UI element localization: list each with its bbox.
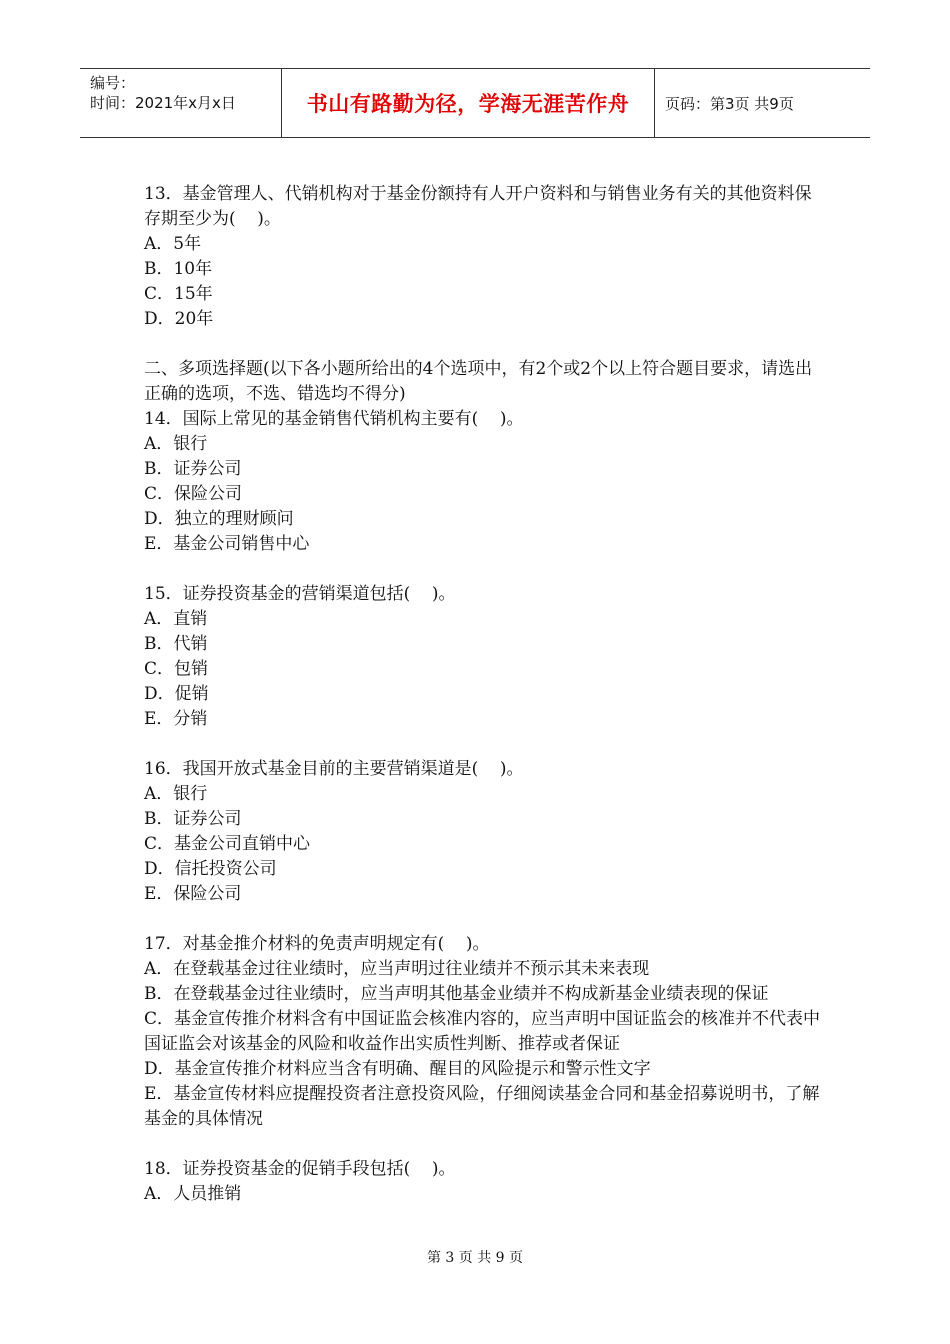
option: D．20年: [144, 309, 214, 329]
document-time-label: 时间：2021年x月x日: [90, 94, 236, 112]
option: D．独立的理财顾问: [144, 509, 294, 529]
option: B．代销: [144, 634, 208, 654]
question-stem: 15．证券投资基金的营销渠道包括( )。: [144, 584, 456, 604]
question-16: [144, 757, 824, 907]
question-stem: 16．我国开放式基金目前的主要营销渠道是( )。: [144, 759, 524, 779]
document-number-label: 编号：: [90, 74, 136, 92]
option: A．直销: [144, 609, 208, 629]
option: B．10年: [144, 259, 213, 279]
question-13: [144, 182, 824, 332]
page-header: [80, 68, 870, 138]
page-footer: 第 3 页 共 9 页: [426, 1250, 524, 1266]
option: A．银行: [144, 434, 208, 454]
option: D．促销: [144, 684, 209, 704]
option: C．基金公司直销中心: [144, 834, 311, 854]
header-meta: [80, 69, 282, 137]
question-15: [144, 582, 824, 732]
option: E．基金宣传材料应提醒投资者注意投资风险，仔细阅读基金合同和基金招募说明书，了解基金的具体情况: [144, 1084, 820, 1129]
option: B．在登载基金过往业绩时，应当声明其他基金业绩并不构成新基金业绩表现的保证: [144, 984, 769, 1004]
option: A．5年: [144, 234, 202, 254]
option: E．保险公司: [144, 884, 242, 904]
header-motto: 书山有路勤为径，学海无涯苦作舟: [282, 69, 655, 137]
question-stem: 13．基金管理人、代销机构对于基金份额持有人开户资料和与销售业务有关的其他资料保存期至少为( )。: [144, 184, 812, 229]
option: D．信托投资公司: [144, 859, 277, 879]
document-body: [144, 182, 824, 1207]
option: B．证券公司: [144, 809, 242, 829]
question-stem: 18．证券投资基金的促销手段包括( )。: [144, 1159, 456, 1179]
option: D．基金宣传推介材料应当含有明确、醒目的风险提示和警示性文字: [144, 1059, 651, 1079]
option: A．在登载基金过往业绩时，应当声明过往业绩并不预示其未来表现: [144, 959, 650, 979]
question-14: [144, 407, 824, 557]
question-18: [144, 1157, 824, 1207]
question-stem: 17．对基金推介材料的免责声明规定有( )。: [144, 934, 490, 954]
option: C．基金宣传推介材料含有中国证监会核准内容的，应当声明中国证监会的核准并不代表中国证监会对该基金的风险和收益作出实质性判断、推荐或者保证: [144, 1009, 821, 1054]
option: C．保险公司: [144, 484, 243, 504]
option: C．包销: [144, 659, 209, 679]
option: B．证券公司: [144, 459, 242, 479]
question-stem: 14．国际上常见的基金销售代销机构主要有( )。: [144, 409, 524, 429]
option: A．人员推销: [144, 1184, 242, 1204]
option: E．基金公司销售中心: [144, 534, 310, 554]
header-page-label: 页码：第3页 共9页: [665, 94, 794, 113]
option: A．银行: [144, 784, 208, 804]
section-heading: 二、多项选择题(以下各小题所给出的4个选项中，有2个或2个以上符合题目要求，请选出正确的选项，不选、错选均不得分): [144, 359, 813, 404]
question-17: [144, 932, 824, 1132]
option: C．15年: [144, 284, 213, 304]
option: E．分销: [144, 709, 208, 729]
